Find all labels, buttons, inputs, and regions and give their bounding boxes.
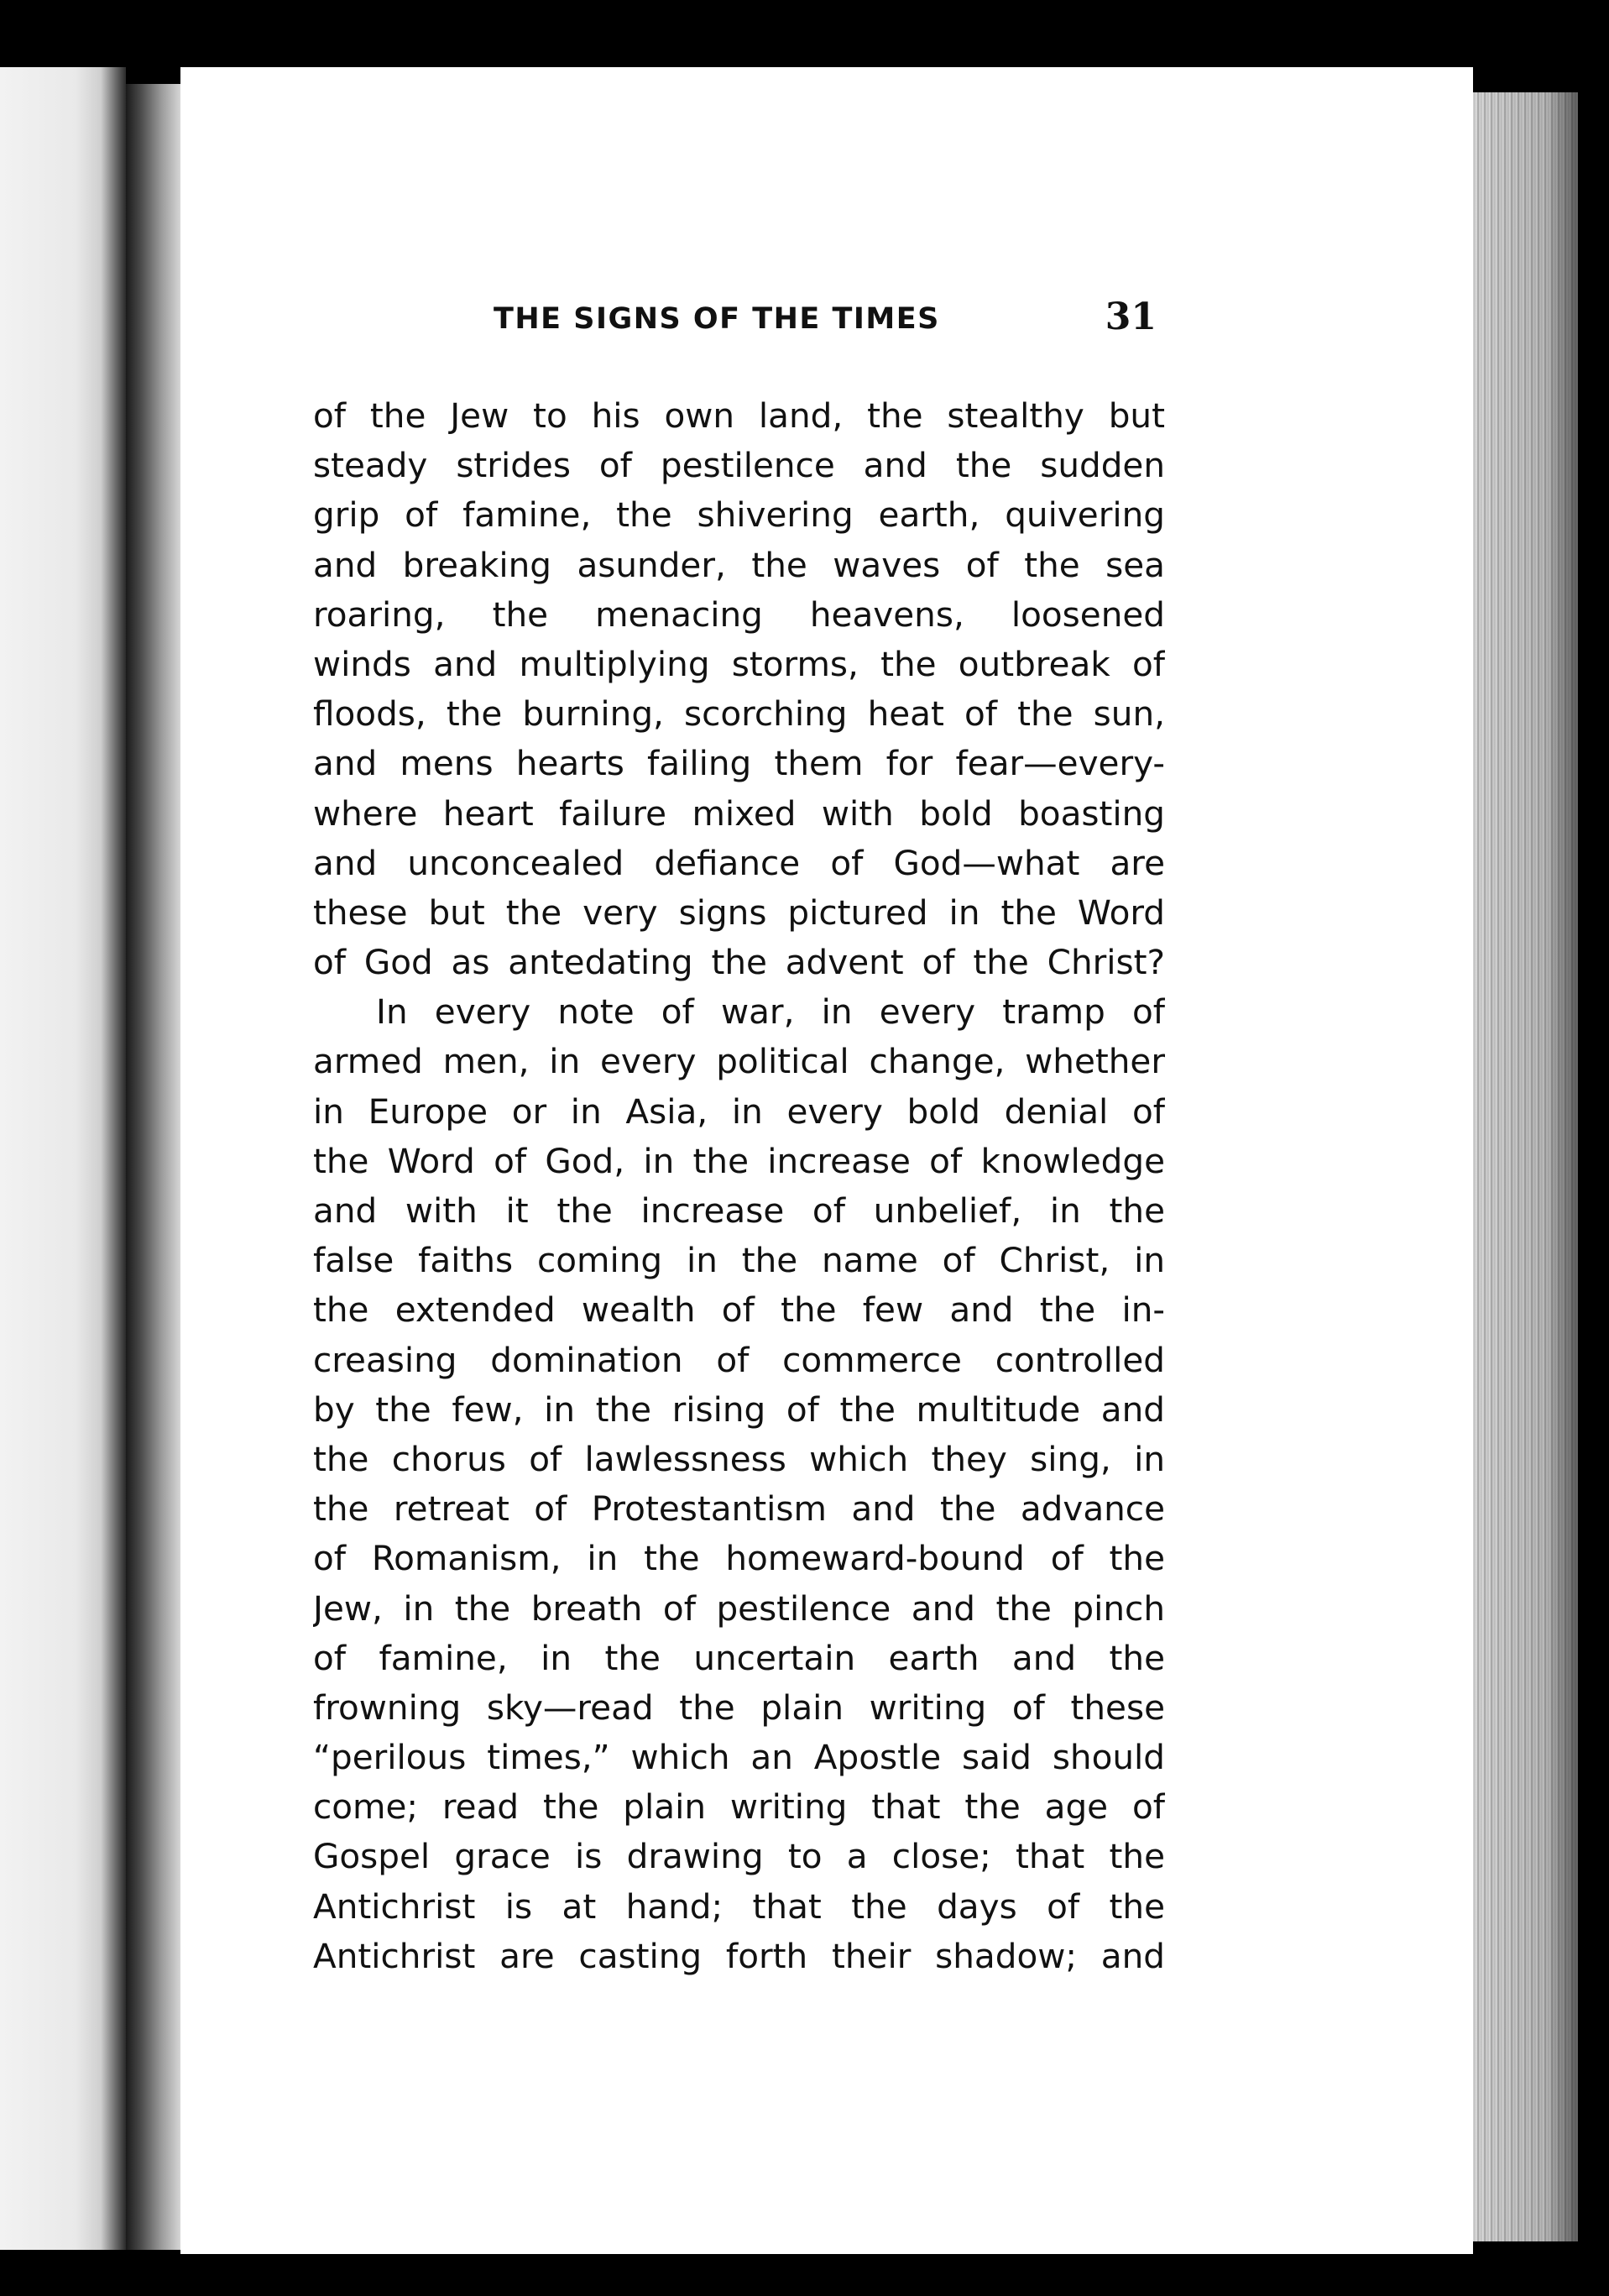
text-line: “perilous times,” which an Apostle said should xyxy=(313,1737,1165,1778)
text-line: Antichrist are casting forth their shadow; and xyxy=(313,1935,1165,1976)
text-line: creasing domination of commerce controlled xyxy=(313,1339,1165,1380)
text-line: In every note of war, in every tramp of xyxy=(376,991,1165,1033)
text-line: the Word of God, in the increase of knowledge xyxy=(313,1140,1165,1181)
text-line: and unconcealed defiance of God—what are xyxy=(313,842,1165,883)
text-line: the retreat of Protestantism and the advance xyxy=(313,1488,1165,1530)
text-line: the extended wealth of the few and the in- xyxy=(313,1289,1165,1331)
book-gutter-shadow xyxy=(126,84,185,2250)
paragraph-1 xyxy=(313,391,1165,987)
text-line: floods, the burning, scorching heat of the sun, xyxy=(313,693,1165,735)
running-head xyxy=(494,295,1157,354)
text-line: grip of famine, the shivering earth, quivering xyxy=(313,494,1165,536)
text-line: roaring, the menacing heavens, loosened xyxy=(313,594,1165,635)
text-line: and mens hearts failing them for fear—every- xyxy=(313,743,1165,784)
text-line: steady strides of pestilence and the sudden xyxy=(313,445,1165,486)
text-line: and breaking asunder, the waves of the sea xyxy=(313,544,1165,585)
text-line: false faiths coming in the name of Christ, in xyxy=(313,1240,1165,1281)
text-line: Jew, in the breath of pestilence and the pinch xyxy=(313,1587,1165,1629)
text-line: of Romanism, in the homeward-bound of the xyxy=(313,1538,1165,1579)
text-line: winds and multiplying storms, the outbreak of xyxy=(313,643,1165,684)
paragraph-2 xyxy=(313,987,1165,1981)
text-line: the chorus of lawlessness which they sing, in xyxy=(313,1438,1165,1479)
text-line: frowning sky—read the plain writing of these xyxy=(313,1687,1165,1728)
text-line: in Europe or in Asia, in every bold denial of xyxy=(313,1090,1165,1132)
text-line: come; read the plain writing that the age of xyxy=(313,1786,1165,1828)
text-line: armed men, in every political change, whether xyxy=(313,1041,1165,1082)
text-line: Gospel grace is drawing to a close; that the xyxy=(313,1836,1165,1877)
page-number: 31 xyxy=(1105,295,1157,338)
text-line: of famine, in the uncertain earth and the xyxy=(313,1637,1165,1678)
text-line: of the Jew to his own land, the stealthy but xyxy=(313,395,1165,436)
text-line: where heart failure mixed with bold boasting xyxy=(313,792,1165,834)
previous-page-edge xyxy=(0,67,126,2250)
text-line: by the few, in the rising of the multitude and xyxy=(313,1389,1165,1430)
running-title: THE SIGNS OF THE TIMES xyxy=(494,302,940,336)
text-line: Antichrist is at hand; that the days of the xyxy=(313,1885,1165,1927)
body-text xyxy=(313,391,1165,1981)
text-line: of God as antedating the advent of the Christ? xyxy=(313,942,1165,983)
text-line: these but the very signs pictured in the Word xyxy=(313,892,1165,933)
page-stack-edges xyxy=(1473,92,1578,2241)
text-line: and with it the increase of unbelief, in the xyxy=(313,1190,1165,1231)
